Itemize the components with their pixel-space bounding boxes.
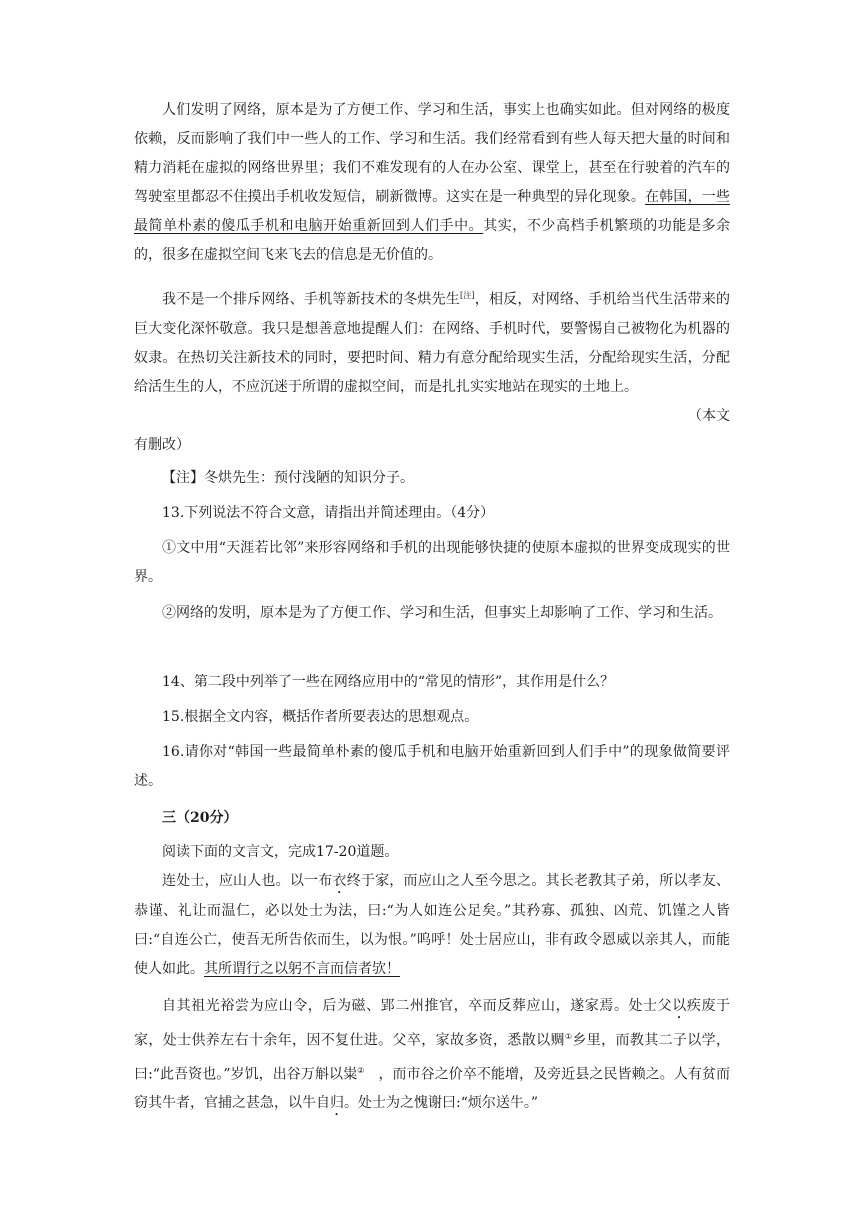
classical-text: 自其祖光裕尝为应山令，后为磁、郢二州推官，卒而反葬应山，遂家焉。处士父 — [162, 998, 673, 1014]
classical-text: ，而市谷之价卒不能增，及旁近县之民皆赖之。人有贫而窃其牛者，官捕之甚急，以牛自 — [134, 1066, 731, 1112]
classical-text: 疾废于家，处士供养左右十余年，因不复仕进。父卒，家故多资，悉散以赒 — [134, 998, 731, 1049]
question-text: 14、第二段中列举了一些在网络应用中的“常见的情形”，其作用是什么？ — [162, 674, 615, 690]
question-text: 16.请你对“韩国一些最简单朴素的傻瓜手机和电脑开始重新回到人们手中”的现象做简要评述。 — [134, 744, 730, 789]
classical-text: 乡里，而教其二子以学，曰:“此吾资也。”岁饥，出谷万斛以粜 — [134, 1032, 731, 1083]
footnote-text: 【注】冬烘先生：预付浅陋的知识分子。 — [162, 470, 414, 486]
section-heading — [134, 804, 730, 833]
classical-paragraph-2 — [134, 992, 730, 1119]
classical-text: 终于家，而应山之人至今思之。其长老教其子弟，所以孝友、恭谨、礼让而温仁，必以处士为法，曰:“为人如连公足矣。”其矜寡、孤独、凶荒、饥馑之人皆曰:“自连公亡，使吾无所告依而生，以为恨。”呜呼！处士居应山，非有政令恩威以亲其人，而能使人如此。 — [134, 873, 731, 977]
question-14 — [134, 668, 730, 697]
section-instruction — [134, 838, 730, 867]
option-text: ②网络的发明，原本是为了方便工作、学习和生活，但事实上却影响了工作、学习和生活。 — [162, 605, 722, 621]
passage-text: 人们发明了网络，原本是为了方便工作、学习和生活，事实上也确实如此。但对网络的极度依赖，反而影响了我们中一些人的工作、学习和生活。我们经常看到有些人每天把大量的时间和精力消耗在虚拟的网络世界里；我们不难发现有的人在办公室、课堂上，甚至在行驶着的汽车的驾驶室里都忍不住摸出手机收发短信，刷新微博。这实在是一种典型的异化现象。 — [134, 102, 730, 205]
underlined-sentence: 在韩国，一些最简单朴素的傻瓜手机和电脑开始重新回到人们手中。 — [134, 189, 731, 234]
classical-text: 连处士，应山人也。以一布 — [162, 873, 333, 889]
question-13-option-2 — [134, 599, 730, 628]
dotted-character: 归 — [330, 1095, 344, 1112]
source-note: （本文 — [688, 407, 730, 424]
passage-text: 其实，不少高档手机繁琐的功能是多余的，很多在虚拟空间飞来飞去的信息是无价值的。 — [134, 218, 731, 263]
question-13 — [134, 499, 730, 528]
footnote-marker: ② — [357, 1065, 365, 1075]
question-15 — [134, 703, 730, 732]
passage-paragraph-1 — [134, 96, 730, 270]
classical-text: 。处士为之愧谢曰:“烦尔送牛。” — [344, 1095, 539, 1112]
dotted-character: 以 — [672, 998, 687, 1014]
question-16 — [134, 738, 730, 796]
instruction-text: 阅读下面的文言文，完成17-20道题。 — [162, 844, 399, 860]
footnote-marker: [注] — [459, 291, 475, 300]
passage-text: 我不是一个排斥网络、手机等新技术的冬烘先生 — [162, 291, 460, 308]
passage-paragraph-2 — [134, 281, 730, 460]
source-note-continued: 有删改） — [134, 436, 190, 453]
question-text: 15.根据全文内容，概括作者所要表达的思想观点。 — [162, 709, 479, 725]
footnote-marker: ① — [564, 1032, 573, 1041]
section-title: 三（20分） — [162, 810, 238, 826]
dotted-character: 衣 — [332, 873, 347, 889]
footnote — [134, 464, 730, 493]
passage-text: ，相反，对网络、手机给当代生活带来的巨大变化深怀敬意。我只是想善意地提醒人们：在网络、手机时代，要警惕自己被物化为机器的奴隶。在热切关注新技术的同时，要把时间、精力有意分配给现实生活，分配给现实生活，分配给活生生的人，不应沉迷于所谓的虚拟空间，而是扎扎实实地站在现实的土地上。 — [134, 291, 730, 395]
classical-paragraph-1 — [134, 867, 730, 984]
underlined-sentence: 其所谓行之以躬不言而信者欤！ — [204, 961, 400, 977]
question-13-option-1 — [134, 534, 730, 592]
option-text: ①文中用“天涯若比邻”来形容网络和手机的出现能够快捷的使原本虚拟的世界变成现实的世界。 — [134, 540, 730, 585]
question-text: 13.下列说法不符合文意，请指出并简述理由。（4分） — [162, 505, 495, 521]
